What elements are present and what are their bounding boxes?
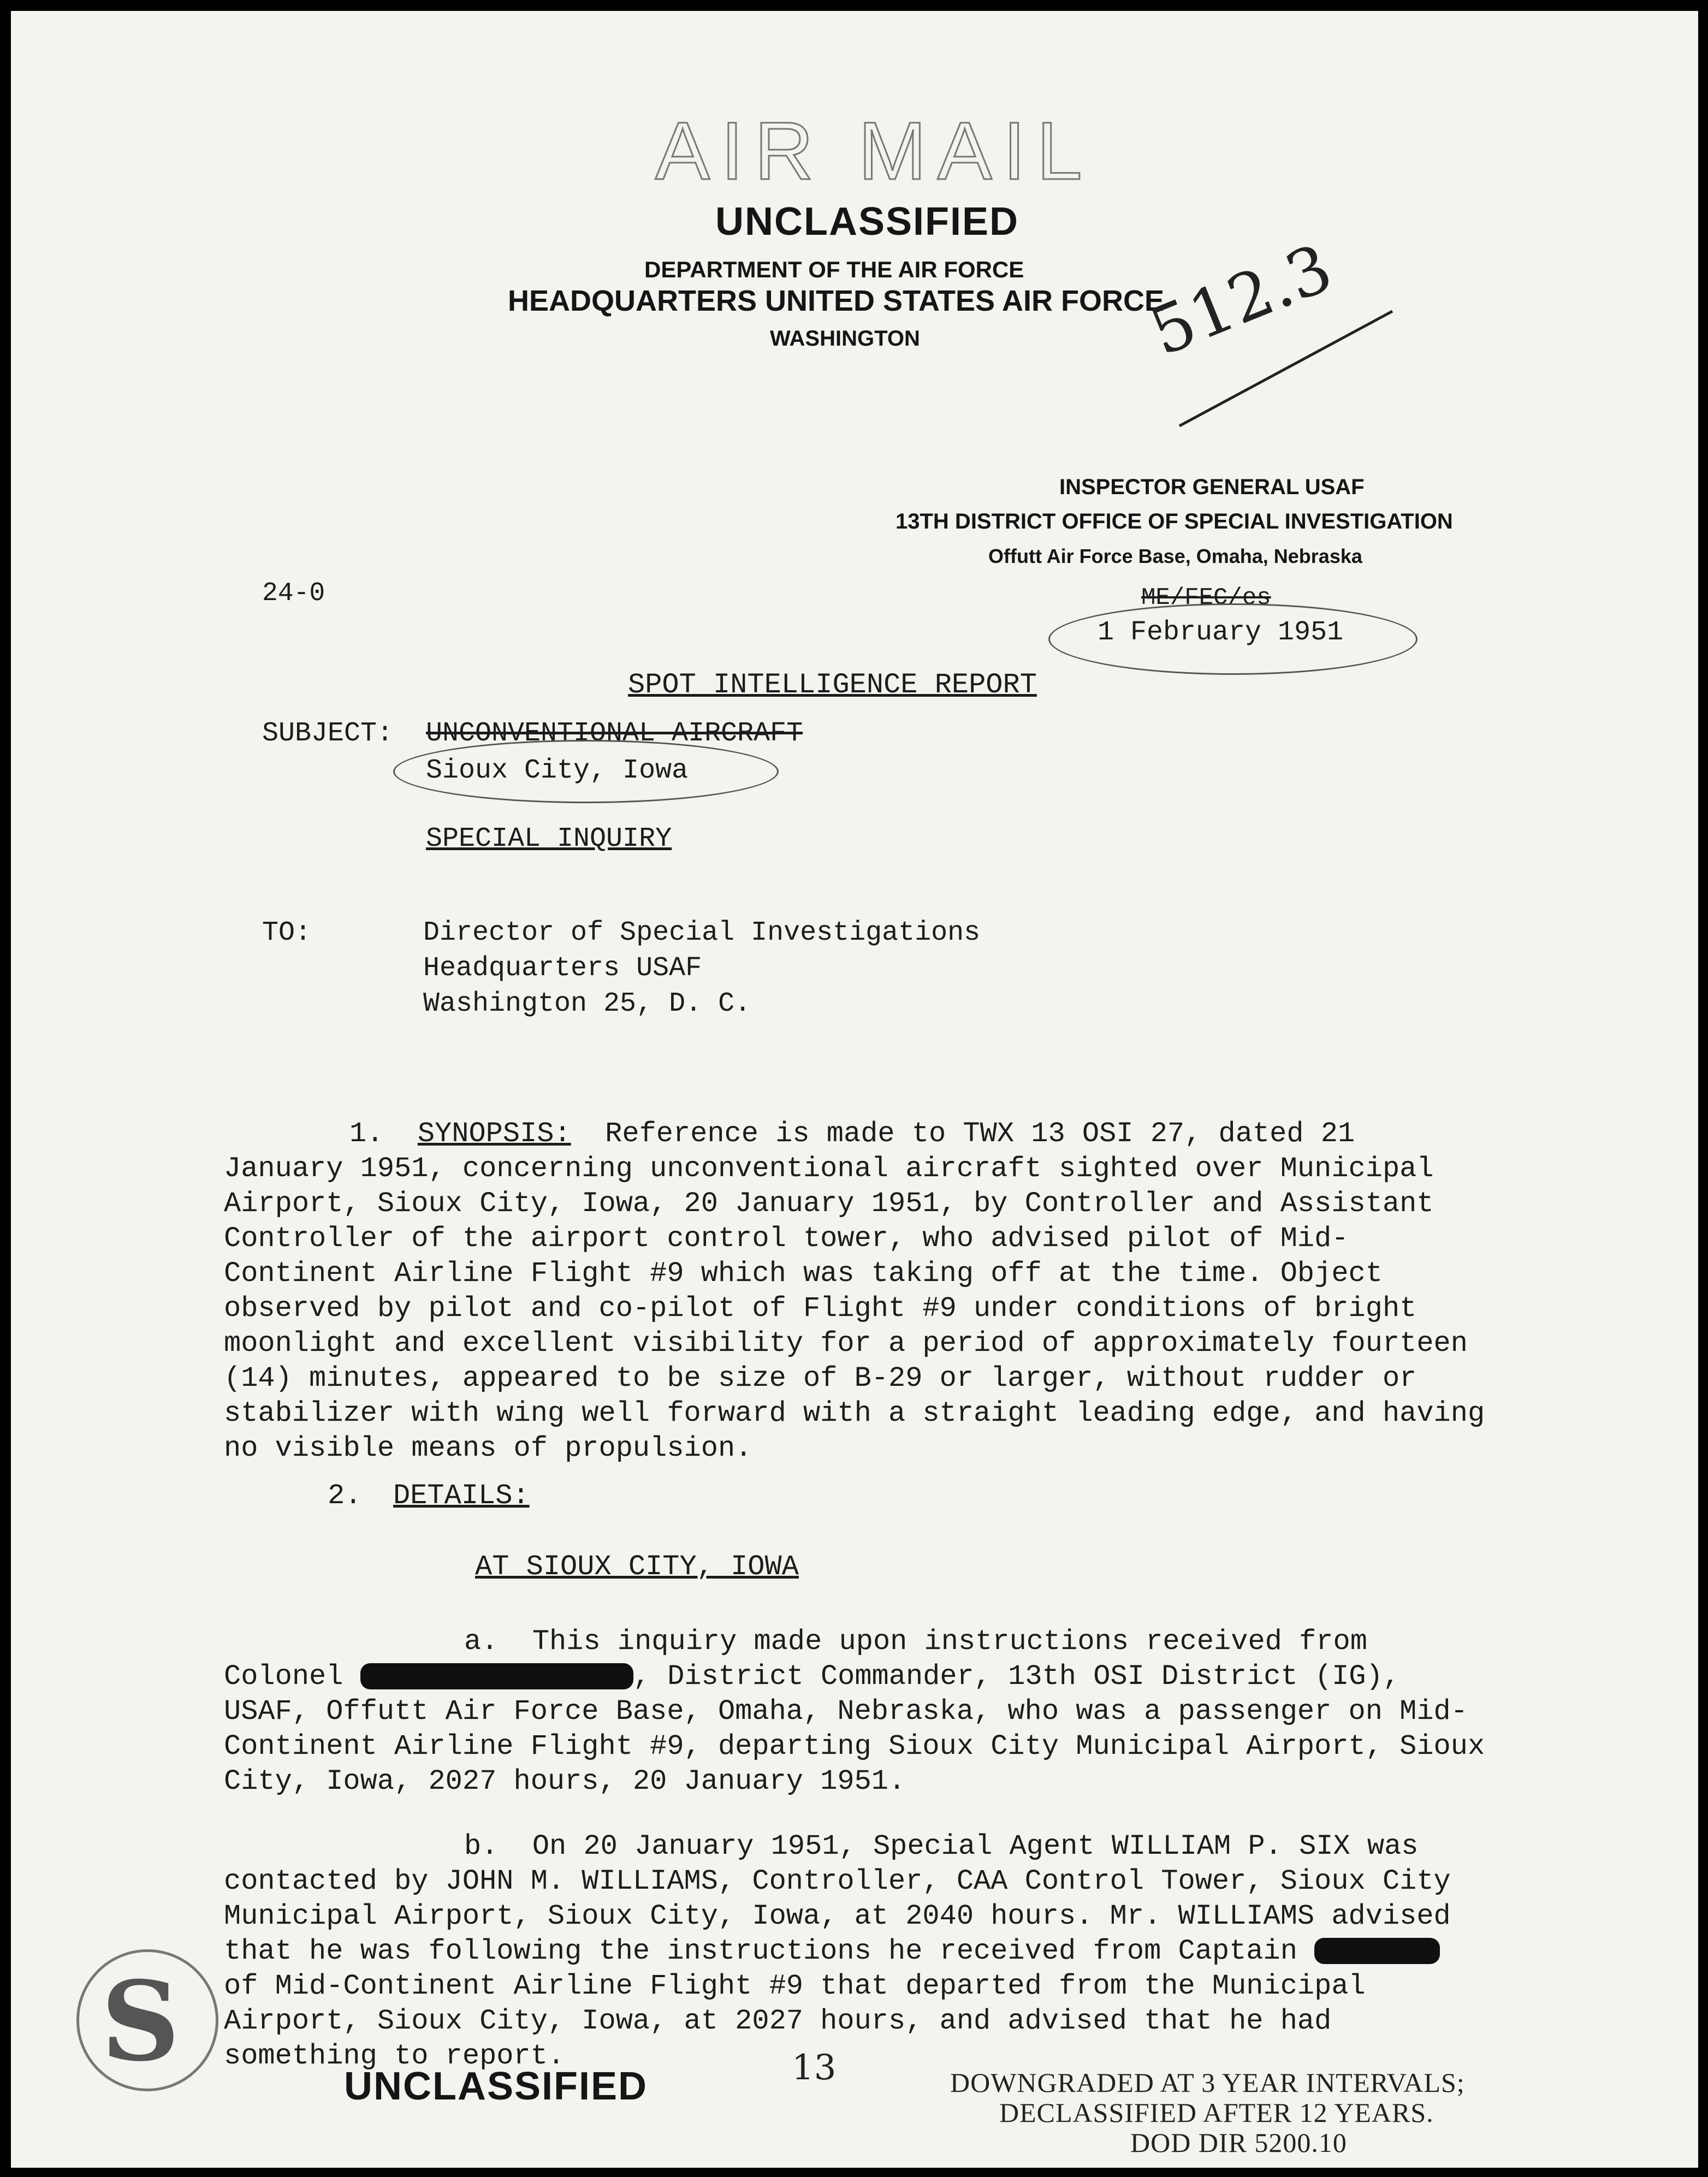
downgrade-line-1: DOWNGRADED AT 3 YEAR INTERVALS;: [950, 2067, 1465, 2098]
city-title: WASHINGTON: [770, 327, 920, 351]
item-b-text-2: of Mid-Continent Airline Flight #9 that departed from the Municipal Airport, Sioux City, Iowa, at 2027 hours, and advised that he had something to report.: [224, 1970, 1366, 2072]
redaction-mark: [1314, 1938, 1440, 1964]
item-b-prefix: b.: [464, 1830, 499, 1862]
classification-top: UNCLASSIFIED: [715, 200, 1019, 244]
report-date: 1 February 1951: [1098, 617, 1344, 648]
stamp-letter: S: [101, 1957, 180, 2086]
details-item-a: [224, 1624, 1485, 1799]
to-line-2: Headquarters USAF: [423, 953, 702, 984]
item-a-text-1: This inquiry made upon instructions received from Colonel: [224, 1626, 1367, 1693]
office-line-2: 13TH DISTRICT OFFICE OF SPECIAL INVESTIGATION: [895, 509, 1453, 533]
file-code: 24-0: [262, 579, 325, 608]
subject-line-3: SPECIAL INQUIRY: [426, 823, 672, 855]
details-item-b: [224, 1829, 1485, 2074]
location-heading: AT SIOUX CITY, IOWA: [475, 1551, 799, 1583]
downgrade-line-2: DECLASSIFIED AFTER 12 YEARS.: [999, 2097, 1434, 2128]
subject-line-2: Sioux City, Iowa: [426, 755, 689, 786]
item-a-text-2: , District Commander, 13th OSI District (IG), USAF, Offutt Air Force Base, Omaha, Nebraska, who was a passenger on Mid-Continent Airline Flight #9, departing Sioux City Municipal Airport, Sioux City, Iowa, 2027 hours, 20 January 1951.: [224, 1660, 1485, 1798]
headquarters-title: HEADQUARTERS UNITED STATES AIR FORCE: [508, 284, 1165, 317]
to-label: TO:: [262, 917, 312, 948]
classification-bottom: UNCLASSIFIED: [344, 2065, 648, 2108]
downgrade-line-3: DOD DIR 5200.10: [1130, 2127, 1347, 2158]
item-a-prefix: a.: [464, 1626, 499, 1658]
redaction-mark: [360, 1663, 633, 1689]
handwritten-file-number: 512.3: [1140, 230, 1343, 371]
subject-line-1: UNCONVENTIONAL AIRCRAFT: [426, 718, 803, 749]
department-title: DEPARTMENT OF THE AIR FORCE: [644, 257, 1024, 282]
reference-code: ME/FEC/es: [1141, 584, 1271, 612]
to-line-1: Director of Special Investigations: [423, 917, 981, 948]
subject-label: SUBJECT:: [262, 718, 394, 749]
details-heading: DETAILS:: [393, 1480, 530, 1512]
handwritten-slash-mark: [1174, 295, 1403, 437]
page-number: 13: [792, 2048, 837, 2088]
item-b-text-1: On 20 January 1951, Special Agent WILLIAM P. SIX was contacted by JOHN M. WILLIAMS, Controller, CAA Control Tower, Sioux City Municipal Airport, Sioux City, Iowa, at 2040 hours. Mr. WILLIAMS advised that he was following the instructions he received from Captain: [224, 1830, 1451, 1967]
office-line-1: INSPECTOR GENERAL USAF: [1059, 475, 1365, 499]
document-page: [11, 11, 1698, 2168]
to-line-3: Washington 25, D. C.: [423, 988, 751, 1019]
office-line-3: Offutt Air Force Base, Omaha, Nebraska: [988, 545, 1362, 567]
paragraph-synopsis: [224, 1117, 1485, 1466]
synopsis-body: Reference is made to TWX 13 OSI 27, dated 21 January 1951, concerning unconventional aircraft sighted over Municipal Airport, Sioux City, Iowa, 20 January 1951, by Controller and Assistant Controller of the airport control tower, who advised pilot of Mid-Continent Airline Flight #9 which was taking off at the time. Object observed by pilot and co-pilot of Flight #9 under conditions of bright moonlight and excellent visibility for a period of approximately fourteen (14) minutes, appeared to be size of B-29 or larger, without rudder or stabilizer with wing well forward with a straight leading edge, and having no visible means of propulsion.: [224, 1118, 1485, 1464]
synopsis-heading: SYNOPSIS:: [417, 1118, 571, 1150]
paragraph-1-number: 1.: [349, 1118, 384, 1150]
paragraph-2-number: 2.: [328, 1480, 362, 1512]
report-title: SPOT INTELLIGENCE REPORT: [628, 669, 1037, 701]
air-mail-stamp: AIR MAIL: [655, 105, 1093, 197]
